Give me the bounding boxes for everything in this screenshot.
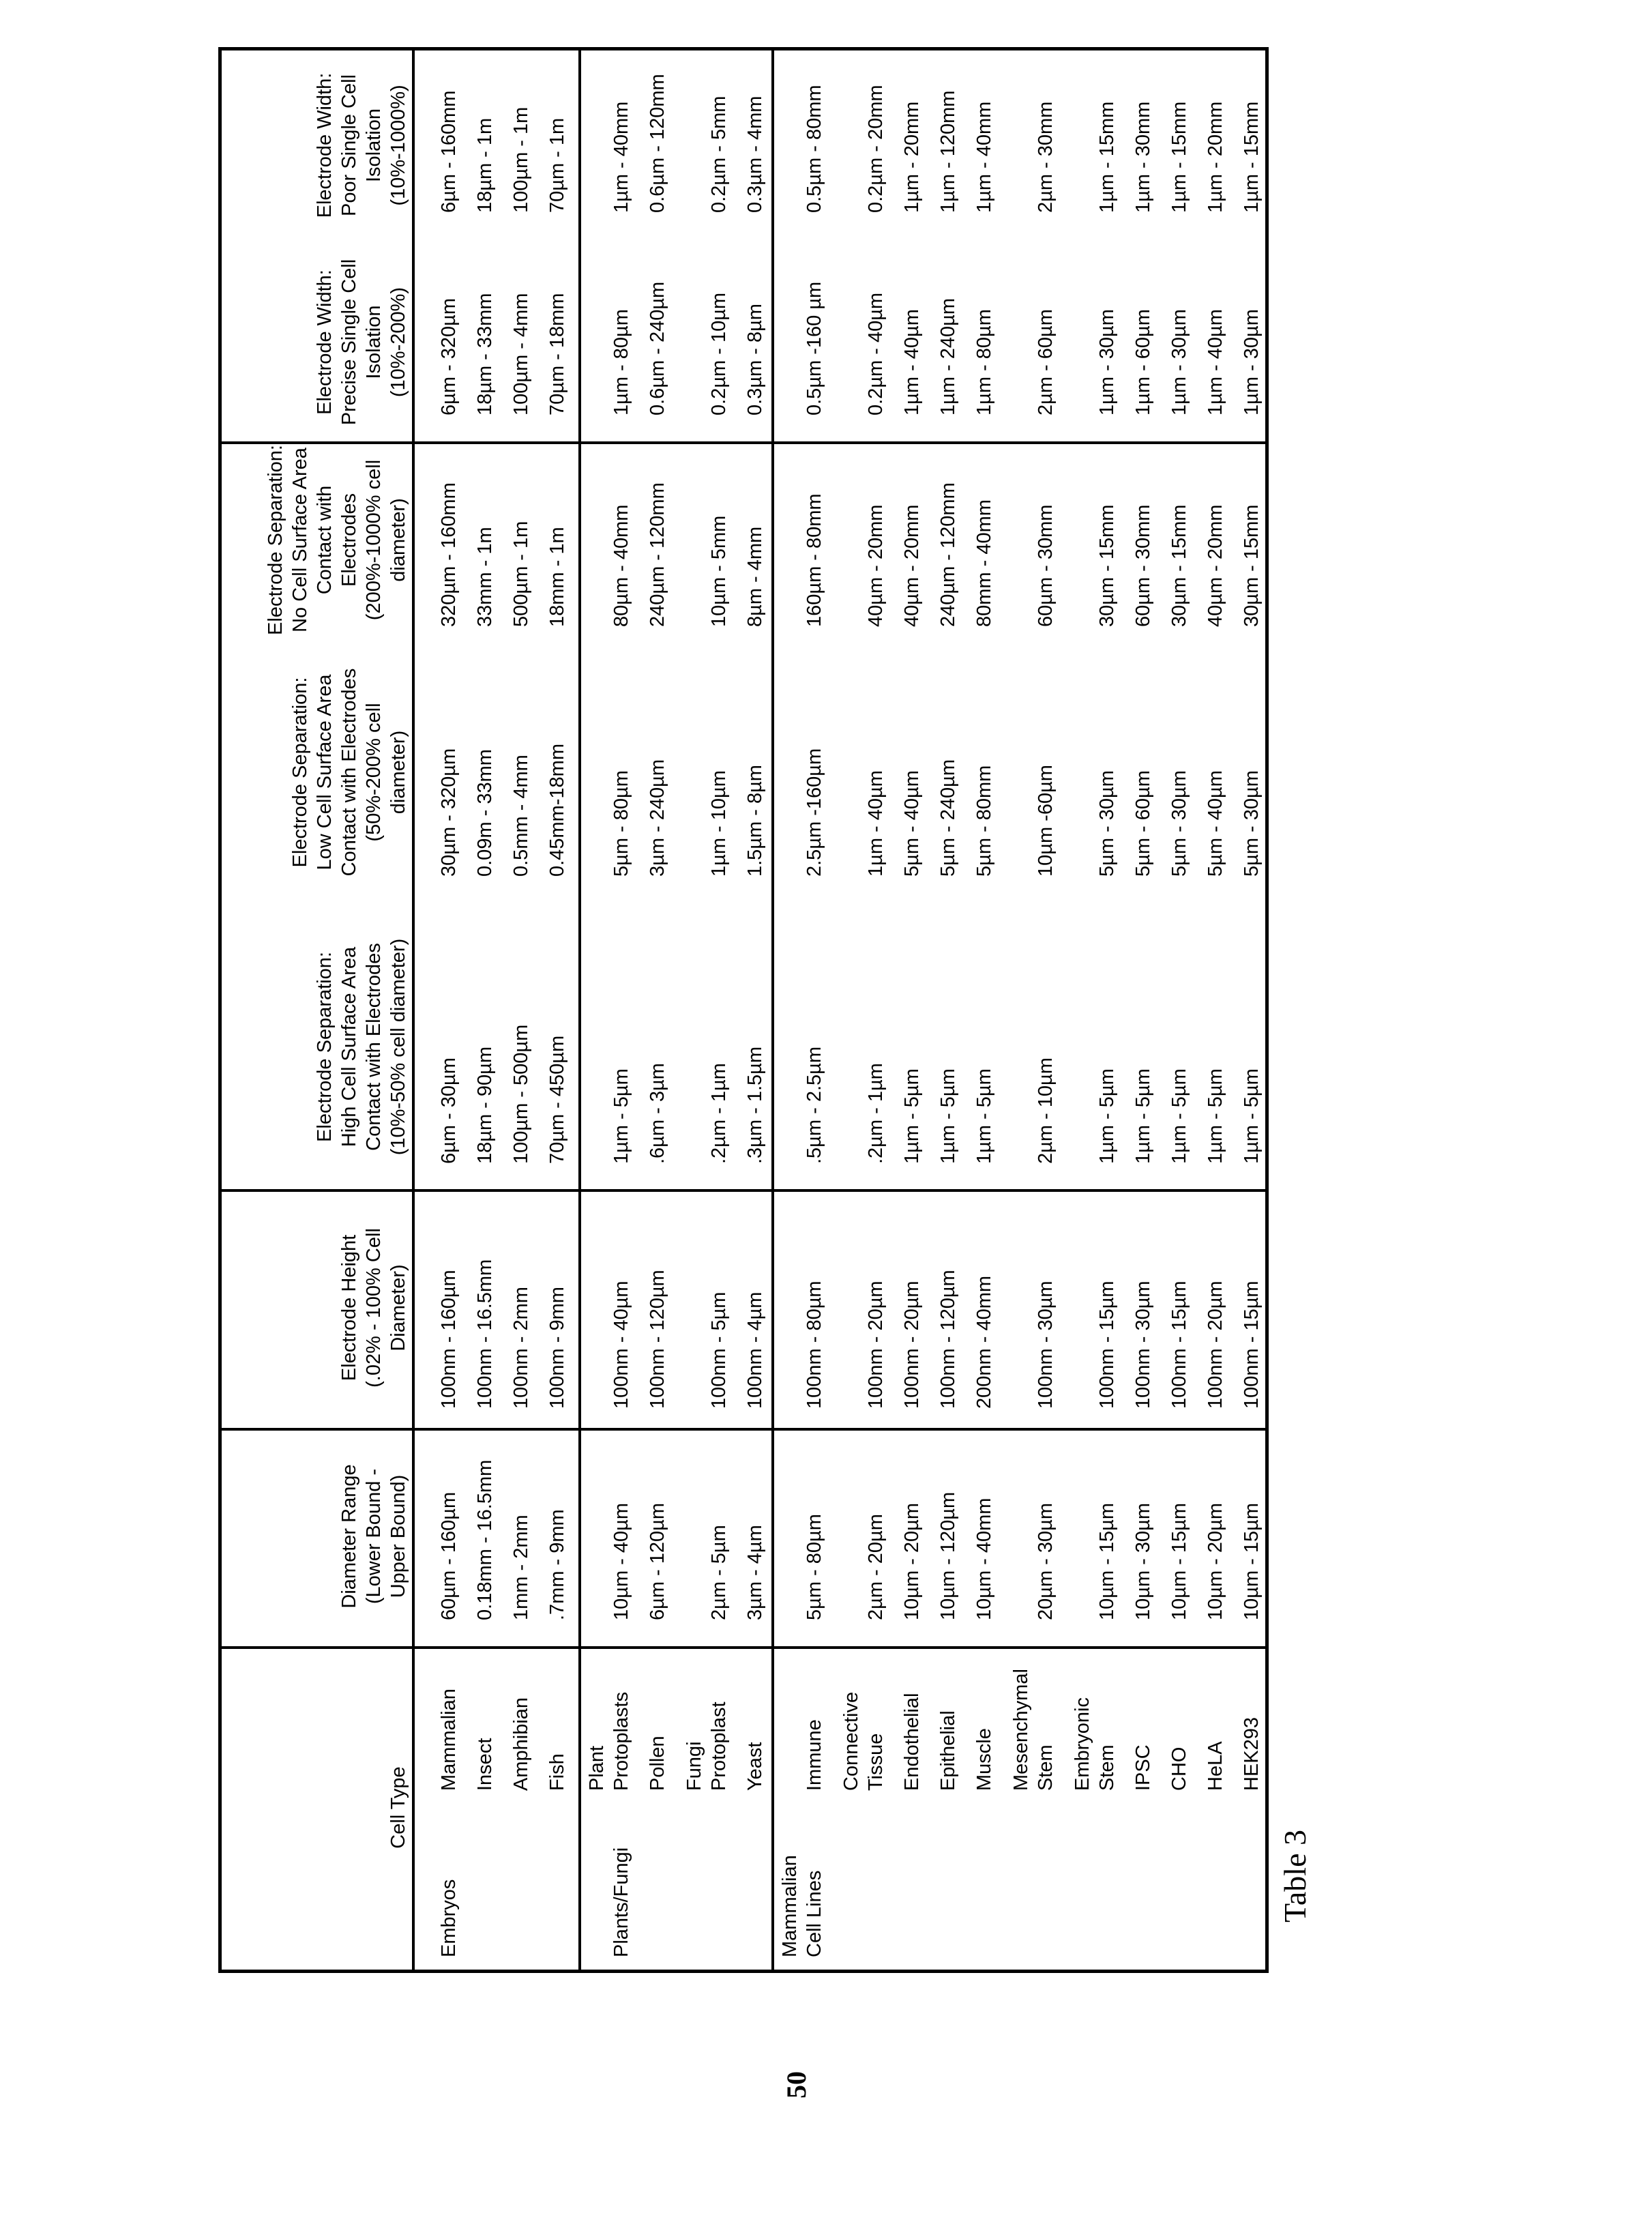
cell-height: 100nm - 20µm	[1203, 1281, 1228, 1409]
cell-width-precise: 0.2µm - 40µm	[864, 293, 888, 415]
cell-sep-high: 1µm - 5µm	[609, 1068, 634, 1164]
cell-width-poor: 1µm - 15mm	[1239, 102, 1264, 213]
cell-sep-none: 80µm - 40mm	[609, 505, 634, 627]
cell-width-precise: 1µm - 60µm	[1131, 309, 1155, 415]
table-row	[1063, 50, 1125, 1970]
cell-sep-low: 1µm - 40µm	[864, 770, 888, 877]
cell-sep-high: .3µm - 1.5µm	[743, 1047, 767, 1164]
cell-width-poor: 0.3µm - 4mm	[743, 96, 767, 213]
cell-sep-none: 40µm - 20mm	[1203, 505, 1228, 627]
cell-width-precise: 1µm - 240µm	[936, 298, 960, 415]
cell-width-precise: 0.3µm - 8µm	[743, 304, 767, 415]
cell-diameter: 10µm - 15µm	[1095, 1503, 1119, 1620]
table-row	[503, 50, 539, 1970]
cell-type-label: Fish	[545, 1753, 570, 1791]
cell-sep-none: 40µm - 20mm	[864, 505, 888, 627]
cell-sep-low: 5µm - 40µm	[1203, 770, 1228, 877]
cell-width-precise: 0.2µm - 10µm	[707, 293, 731, 415]
cell-sep-none: 160µm - 80mm	[802, 493, 827, 627]
category-label: Embryos	[437, 1880, 461, 1957]
cell-height: 100nm - 30µm	[1033, 1281, 1058, 1409]
table-row	[832, 50, 894, 1970]
cell-type-label: HEK293	[1239, 1717, 1264, 1791]
cell-type-label: Immune	[802, 1719, 827, 1791]
cell-height: 100nm - 9mm	[545, 1287, 570, 1409]
cell-sep-high: 1µm - 5µm	[1095, 1068, 1119, 1164]
page-number: 50	[783, 2071, 810, 2099]
cell-type-label: Fungi Protoplast	[682, 1701, 731, 1791]
cell-sep-low: 5µm - 30µm	[1167, 770, 1192, 877]
cell-type-label: Insect	[473, 1738, 497, 1791]
cell-width-poor: 1µm - 15mm	[1167, 102, 1192, 213]
cell-diameter: 3µm - 4µm	[743, 1525, 767, 1620]
cell-diameter: 10µm - 30µm	[1131, 1503, 1155, 1620]
cell-type-label: Pollen	[645, 1736, 670, 1791]
cell-width-precise: 1µm - 30µm	[1167, 309, 1192, 415]
cell-sep-high: .6µm - 3µm	[645, 1063, 670, 1164]
cell-sep-low: 5µm - 60µm	[1131, 770, 1155, 877]
cell-sep-low: 5µm - 30µm	[1095, 770, 1119, 877]
cell-diameter: 0.18mm - 16.5mm	[473, 1460, 497, 1620]
cell-type-label: Endothelial	[900, 1693, 924, 1792]
header-sep-none: Electrode Separation: No Cell Surface Area Contact with Electrodes (200%-1000% cell diameter)	[222, 441, 415, 639]
cell-sep-low: 5µm - 40µm	[900, 770, 924, 877]
header-sep-high: Electrode Separation: High Cell Surface Area Contact with Electrodes (10%-50% cell diameter)	[222, 905, 415, 1188]
cell-sep-high: 1µm - 5µm	[1239, 1068, 1264, 1164]
cell-width-precise: 18µm - 33mm	[473, 293, 497, 415]
table-row	[930, 50, 966, 1970]
cell-sep-none: 8µm - 4mm	[743, 527, 767, 627]
cell-sep-high: 100µm - 500µm	[509, 1025, 533, 1164]
cell-sep-none: 80mm - 40mm	[972, 499, 997, 627]
cell-width-poor: 1µm - 120mm	[936, 91, 960, 213]
cell-type-label: Connective Tissue	[839, 1692, 888, 1791]
cell-width-poor: 1µm - 40mm	[609, 102, 634, 213]
cell-sep-none: 18mm - 1m	[545, 527, 570, 627]
table-row	[639, 50, 675, 1970]
table-row	[894, 50, 930, 1970]
cell-sep-high: 18µm - 90µm	[473, 1047, 497, 1164]
table-row	[1125, 50, 1161, 1970]
cell-type-label: Amphibian	[509, 1697, 533, 1791]
cell-sep-high: 6µm - 30µm	[437, 1057, 461, 1164]
cell-width-poor: 0.5µm - 80mm	[802, 85, 827, 213]
cell-diameter: 5µm - 80µm	[802, 1514, 827, 1620]
cell-type-label: IPSC	[1131, 1744, 1155, 1791]
rotated-table-page	[218, 47, 1269, 1973]
cell-sep-none: 60µm - 30mm	[1033, 505, 1058, 627]
cell-width-poor: 100µm - 1m	[509, 107, 533, 213]
category-label: Plants/Fungi	[609, 1847, 634, 1957]
cell-type-label: Yeast	[743, 1742, 767, 1792]
cell-sep-high: 1µm - 5µm	[1203, 1068, 1228, 1164]
table-row	[737, 50, 773, 1970]
cell-height: 100nm - 120µm	[936, 1270, 960, 1409]
cell-sep-high: 1µm - 5µm	[900, 1068, 924, 1164]
cell-width-poor: 70µm - 1m	[545, 118, 570, 213]
cell-sep-low: 1.5µm - 8µm	[743, 765, 767, 877]
cell-sep-low: 5µm - 240µm	[936, 759, 960, 877]
table-row	[1233, 50, 1269, 1970]
table-row	[539, 50, 575, 1970]
cell-height: 100nm - 160µm	[437, 1270, 461, 1409]
table-row	[771, 50, 832, 1970]
cell-type-label: Mesenchymal Stem	[1009, 1669, 1058, 1791]
cell-width-poor: 6µm - 160mm	[437, 91, 461, 213]
cell-type-label: HeLA	[1203, 1741, 1228, 1791]
cell-sep-high: 1µm - 5µm	[936, 1068, 960, 1164]
cell-width-precise: 0.5µm -160 µm	[802, 282, 827, 415]
category-label: Mammalian Cell Lines	[778, 1855, 827, 1957]
table-row	[467, 50, 503, 1970]
cell-type-label: Epithelial	[936, 1710, 960, 1791]
cell-type-label: Mammalian	[437, 1689, 461, 1791]
cell-diameter: 10µm - 120µm	[936, 1492, 960, 1620]
cell-sep-high: 2µm - 10µm	[1033, 1057, 1058, 1164]
cell-diameter: 10µm - 20µm	[1203, 1503, 1228, 1620]
cell-sep-high: .2µm - 1µm	[864, 1063, 888, 1164]
table-row	[1161, 50, 1197, 1970]
cell-width-poor: 1µm - 20mm	[900, 102, 924, 213]
cell-diameter: 2µm - 5µm	[707, 1525, 731, 1620]
cell-sep-high: 1µm - 5µm	[1167, 1068, 1192, 1164]
cell-height: 100nm - 30µm	[1131, 1281, 1155, 1409]
cell-sep-high: 1µm - 5µm	[1131, 1068, 1155, 1164]
cell-sep-low: 5µm - 30µm	[1239, 770, 1264, 877]
cell-sep-high: .5µm - 2.5µm	[802, 1047, 827, 1164]
cell-height: 100nm - 80µm	[802, 1281, 827, 1409]
table-row	[430, 50, 467, 1970]
cell-width-poor: 1µm - 20mm	[1203, 102, 1228, 213]
cell-type-label: CHO	[1167, 1747, 1192, 1791]
cell-type-label: Plant Protoplasts	[585, 1692, 634, 1791]
cell-width-precise: 100µm - 4mm	[509, 293, 533, 415]
cell-height: 100nm - 2mm	[509, 1287, 533, 1409]
cell-height: 100nm - 5µm	[707, 1292, 731, 1409]
cell-width-precise: 1µm - 30µm	[1239, 309, 1264, 415]
table-row	[675, 50, 737, 1970]
table-row	[1002, 50, 1063, 1970]
header-sep-low: Electrode Separation: Low Cell Surface Area Contact with Electrodes (50%-200% cell diameter)	[222, 639, 415, 905]
cell-width-poor: 1µm - 15mm	[1095, 102, 1119, 213]
cell-diameter: 20µm - 30µm	[1033, 1503, 1058, 1620]
cell-sep-none: 500µm - 1m	[509, 521, 533, 627]
cell-width-precise: 1µm - 80µm	[609, 309, 634, 415]
cell-height: 100nm - 4µm	[743, 1292, 767, 1409]
cell-electrode-table	[218, 47, 1269, 1973]
cell-width-poor: 2µm - 30mm	[1033, 102, 1058, 213]
cell-width-precise: 0.6µm - 240µm	[645, 282, 670, 415]
cell-sep-low: 0.5mm - 4mm	[509, 755, 533, 877]
cell-type-label: Embryonic Stem	[1070, 1697, 1119, 1791]
cell-sep-high: 70µm - 450µm	[545, 1036, 570, 1164]
group-embryos	[430, 50, 575, 1970]
cell-sep-low: 0.09m - 33mm	[473, 749, 497, 877]
cell-diameter: 10µm - 40mm	[972, 1498, 997, 1620]
cell-height: 200nm - 40mm	[972, 1276, 997, 1409]
cell-diameter: 60µm - 160µm	[437, 1492, 461, 1620]
cell-width-poor: 18µm - 1m	[473, 118, 497, 213]
cell-height: 100nm - 120µm	[645, 1270, 670, 1409]
table-row	[966, 50, 1002, 1970]
header-cell-type: Cell Type	[222, 1646, 415, 1970]
header-width-precise: Electrode Width: Precise Single Cell Isolation (10%-200%)	[222, 244, 415, 441]
cell-width-precise: 6µm - 320µm	[437, 298, 461, 415]
cell-width-precise: 1µm - 80µm	[972, 309, 997, 415]
cell-sep-none: 33mm - 1m	[473, 527, 497, 627]
header-width-poor: Electrode Width: Poor Single Cell Isolation (10%-1000%)	[222, 47, 415, 244]
cell-diameter: 6µm - 120µm	[645, 1503, 670, 1620]
cell-sep-low: 1µm - 10µm	[707, 770, 731, 877]
cell-sep-none: 60µm - 30mm	[1131, 505, 1155, 627]
header-height: Electrode Height (.02% - 100% Cell Diameter)	[222, 1188, 415, 1427]
cell-sep-none: 30µm - 15mm	[1095, 505, 1119, 627]
table-row	[1197, 50, 1233, 1970]
cell-height: 100nm - 20µm	[900, 1281, 924, 1409]
cell-sep-low: 30µm - 320µm	[437, 748, 461, 877]
cell-height: 100nm - 15µm	[1239, 1281, 1264, 1409]
cell-height: 100nm - 15µm	[1095, 1281, 1119, 1409]
cell-diameter: 10µm - 15µm	[1239, 1503, 1264, 1620]
cell-sep-high: .2µm - 1µm	[707, 1063, 731, 1164]
group-mammalian	[771, 50, 1269, 1970]
cell-diameter: 10µm - 20µm	[900, 1503, 924, 1620]
cell-sep-none: 240µm - 120mm	[645, 482, 670, 627]
cell-sep-low: 3µm - 240µm	[645, 759, 670, 877]
cell-diameter: 10µm - 40µm	[609, 1503, 634, 1620]
group-plants	[578, 50, 773, 1970]
cell-sep-none: 40µm - 20mm	[900, 505, 924, 627]
cell-width-poor: 0.6µm - 120mm	[645, 74, 670, 213]
cell-sep-high: 1µm - 5µm	[972, 1068, 997, 1164]
cell-sep-none: 30µm - 15mm	[1167, 505, 1192, 627]
cell-width-poor: 1µm - 40mm	[972, 102, 997, 213]
cell-diameter: 1mm - 2mm	[509, 1515, 533, 1620]
cell-sep-low: 5µm - 80µm	[609, 770, 634, 877]
cell-sep-low: 2.5µm -160µm	[802, 748, 827, 877]
cell-sep-low: 0.45mm-18mm	[545, 744, 570, 877]
cell-diameter: 2µm - 20µm	[864, 1514, 888, 1620]
cell-sep-low: 5µm - 80mm	[972, 765, 997, 877]
cell-diameter: .7mm - 9mm	[545, 1509, 570, 1620]
cell-sep-low: 10µm -60µm	[1033, 765, 1058, 877]
cell-width-precise: 70µm - 18mm	[545, 293, 570, 415]
cell-height: 100nm - 40µm	[609, 1281, 634, 1409]
cell-width-precise: 1µm - 40µm	[1203, 309, 1228, 415]
cell-width-poor: 0.2µm - 20mm	[864, 85, 888, 213]
table-row	[578, 50, 639, 1970]
cell-sep-none: 30µm - 15mm	[1239, 505, 1264, 627]
header-diameter: Diameter Range (Lower Bound - Upper Bound)	[222, 1427, 415, 1646]
cell-height: 100nm - 20µm	[864, 1281, 888, 1409]
cell-width-precise: 1µm - 40µm	[900, 309, 924, 415]
cell-diameter: 10µm - 15µm	[1167, 1503, 1192, 1620]
table-caption: Table 3	[1280, 1830, 1311, 1923]
cell-width-precise: 1µm - 30µm	[1095, 309, 1119, 415]
cell-sep-none: 320µm - 160mm	[437, 482, 461, 627]
cell-sep-none: 240µm - 120mm	[936, 482, 960, 627]
cell-height: 100nm - 15µm	[1167, 1281, 1192, 1409]
cell-sep-none: 10µm - 5mm	[707, 516, 731, 627]
cell-width-poor: 1µm - 30mm	[1131, 102, 1155, 213]
cell-height: 100nm - 16.5mm	[473, 1259, 497, 1409]
cell-type-label: Muscle	[972, 1728, 997, 1791]
cell-width-precise: 2µm - 60µm	[1033, 309, 1058, 415]
cell-width-poor: 0.2µm - 5mm	[707, 96, 731, 213]
